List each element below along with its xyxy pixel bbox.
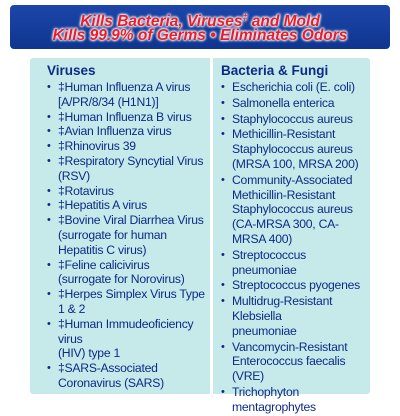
bullet-icon: • [221, 81, 225, 93]
bullet-icon: • [47, 199, 51, 212]
bacteria-item [221, 173, 369, 247]
virus-item-text: ‡Rhinovirus 39 [58, 139, 136, 154]
bullet-icon: • [47, 154, 51, 167]
virus-item [47, 154, 209, 184]
virus-item [47, 80, 209, 110]
virus-item [47, 198, 209, 213]
virus-item-text: ‡Rotavirus [58, 183, 114, 198]
banner-headline-end: and Mold [247, 13, 320, 30]
column-divider [210, 58, 213, 394]
virus-item-text: ‡Avian Influenza virus [58, 124, 172, 139]
bullet-icon: • [47, 81, 51, 93]
bullet-icon: • [221, 96, 225, 109]
virus-item-text: ‡Hepatitis A virus [58, 198, 147, 213]
germ-list-table [30, 58, 370, 414]
bullet-icon: • [47, 214, 51, 227]
bacteria-item-text: Multidrug-Resistant Klebsiella pneumoniae [232, 294, 333, 338]
bacteria-fungi-column [221, 63, 369, 416]
virus-item [47, 361, 209, 391]
virus-item [47, 124, 209, 139]
bullet-icon: • [47, 125, 51, 138]
banner-headline-text: Kills Bacteria, Viruses [80, 13, 243, 30]
bacteria-fungi-header: Bacteria & Fungi [221, 63, 329, 78]
bullet-icon: • [221, 128, 225, 141]
bacteria-item-text: Trichophyton mentagrophytes [232, 384, 316, 414]
bacteria-item-text: Vancomycin-Resistant Enterococcus faecalis (VRE) [232, 339, 348, 384]
virus-item [47, 139, 209, 154]
bullet-icon: • [221, 112, 225, 125]
virus-item-note [47, 228, 209, 258]
bullet-icon: • [47, 184, 51, 197]
bacteria-item-text: Escherichia coli (E. coli) [232, 80, 355, 94]
bacteria-item [221, 127, 369, 171]
bacteria-item-text: Staphylococcus aureus [232, 111, 353, 126]
bacteria-item [221, 248, 369, 278]
bullet-icon: • [221, 173, 225, 186]
virus-item-text: ‡Feline calicivirus (surrogate for Norovirus) [58, 257, 185, 287]
bacteria-item-text: Salmonella enterica [232, 95, 335, 110]
virus-item [47, 317, 209, 361]
viruses-column [47, 63, 209, 391]
claims-banner [10, 5, 390, 49]
bullet-icon: • [47, 258, 51, 271]
viruses-header: Viruses [47, 63, 96, 78]
bacteria-item-text: Methicillin-Resistant Staphylococcus aureus (MRSA 100, MRSA 200) [232, 127, 359, 171]
bullet-icon: • [47, 110, 51, 123]
virus-item-text: ‡Human Influenza A virus [A/PR/8/34 (H1N1)] [58, 80, 191, 109]
bacteria-item [221, 294, 369, 338]
bacteria-item [221, 278, 369, 293]
virus-item [47, 258, 209, 288]
bacteria-item-text: Streptococcus pyogenes [232, 278, 360, 293]
virus-item-text: ‡SARS-Associated Coronavirus (SARS) [58, 361, 164, 390]
bullet-icon: • [47, 140, 51, 153]
bullet-icon: • [221, 340, 225, 353]
virus-item-text: ‡Human Immudeoficiency virus (HIV) type 1 [58, 316, 194, 361]
viruses-list [47, 80, 209, 391]
bacteria-item-text: Streptococcus pneumoniae [232, 247, 306, 277]
bullet-icon: • [47, 362, 51, 375]
bacteria-item [221, 96, 369, 111]
bacteria-item-text: Community-Associated Methicillin-Resistant Staphylococcus aureus (CA-MRSA 300, CA-MRSA 400) [232, 172, 353, 246]
virus-item [47, 110, 209, 125]
bacteria-item [221, 340, 369, 384]
banner-subheadline: Kills 99.9% of Germs • Eliminates Odors [52, 27, 348, 44]
virus-item-text: ‡Herpes Simplex Virus Type 1 & 2 [58, 287, 205, 316]
virus-item-text: ‡Respiratory Syncytial Virus (RSV) [58, 153, 204, 183]
virus-item [47, 213, 209, 228]
virus-item-text: ‡Human Influenza B virus [58, 109, 192, 124]
bullet-icon: • [221, 295, 225, 308]
virus-item [47, 184, 209, 199]
bullet-icon: • [47, 317, 51, 330]
footnote-mark: ‡ [242, 12, 248, 22]
bullet-icon: • [221, 385, 225, 398]
bullet-icon: • [221, 248, 225, 261]
bullet-icon: • [221, 279, 225, 292]
bacteria-item [221, 80, 369, 95]
virus-item-text: ‡Bovine Viral Diarrhea Virus [58, 213, 204, 228]
virus-item-note-text: (surrogate for human Hepatitis C virus) [58, 227, 167, 257]
bacteria-item [221, 112, 369, 127]
bullet-icon: • [47, 288, 51, 301]
bacteria-fungi-list [221, 80, 369, 415]
virus-item [47, 287, 209, 317]
